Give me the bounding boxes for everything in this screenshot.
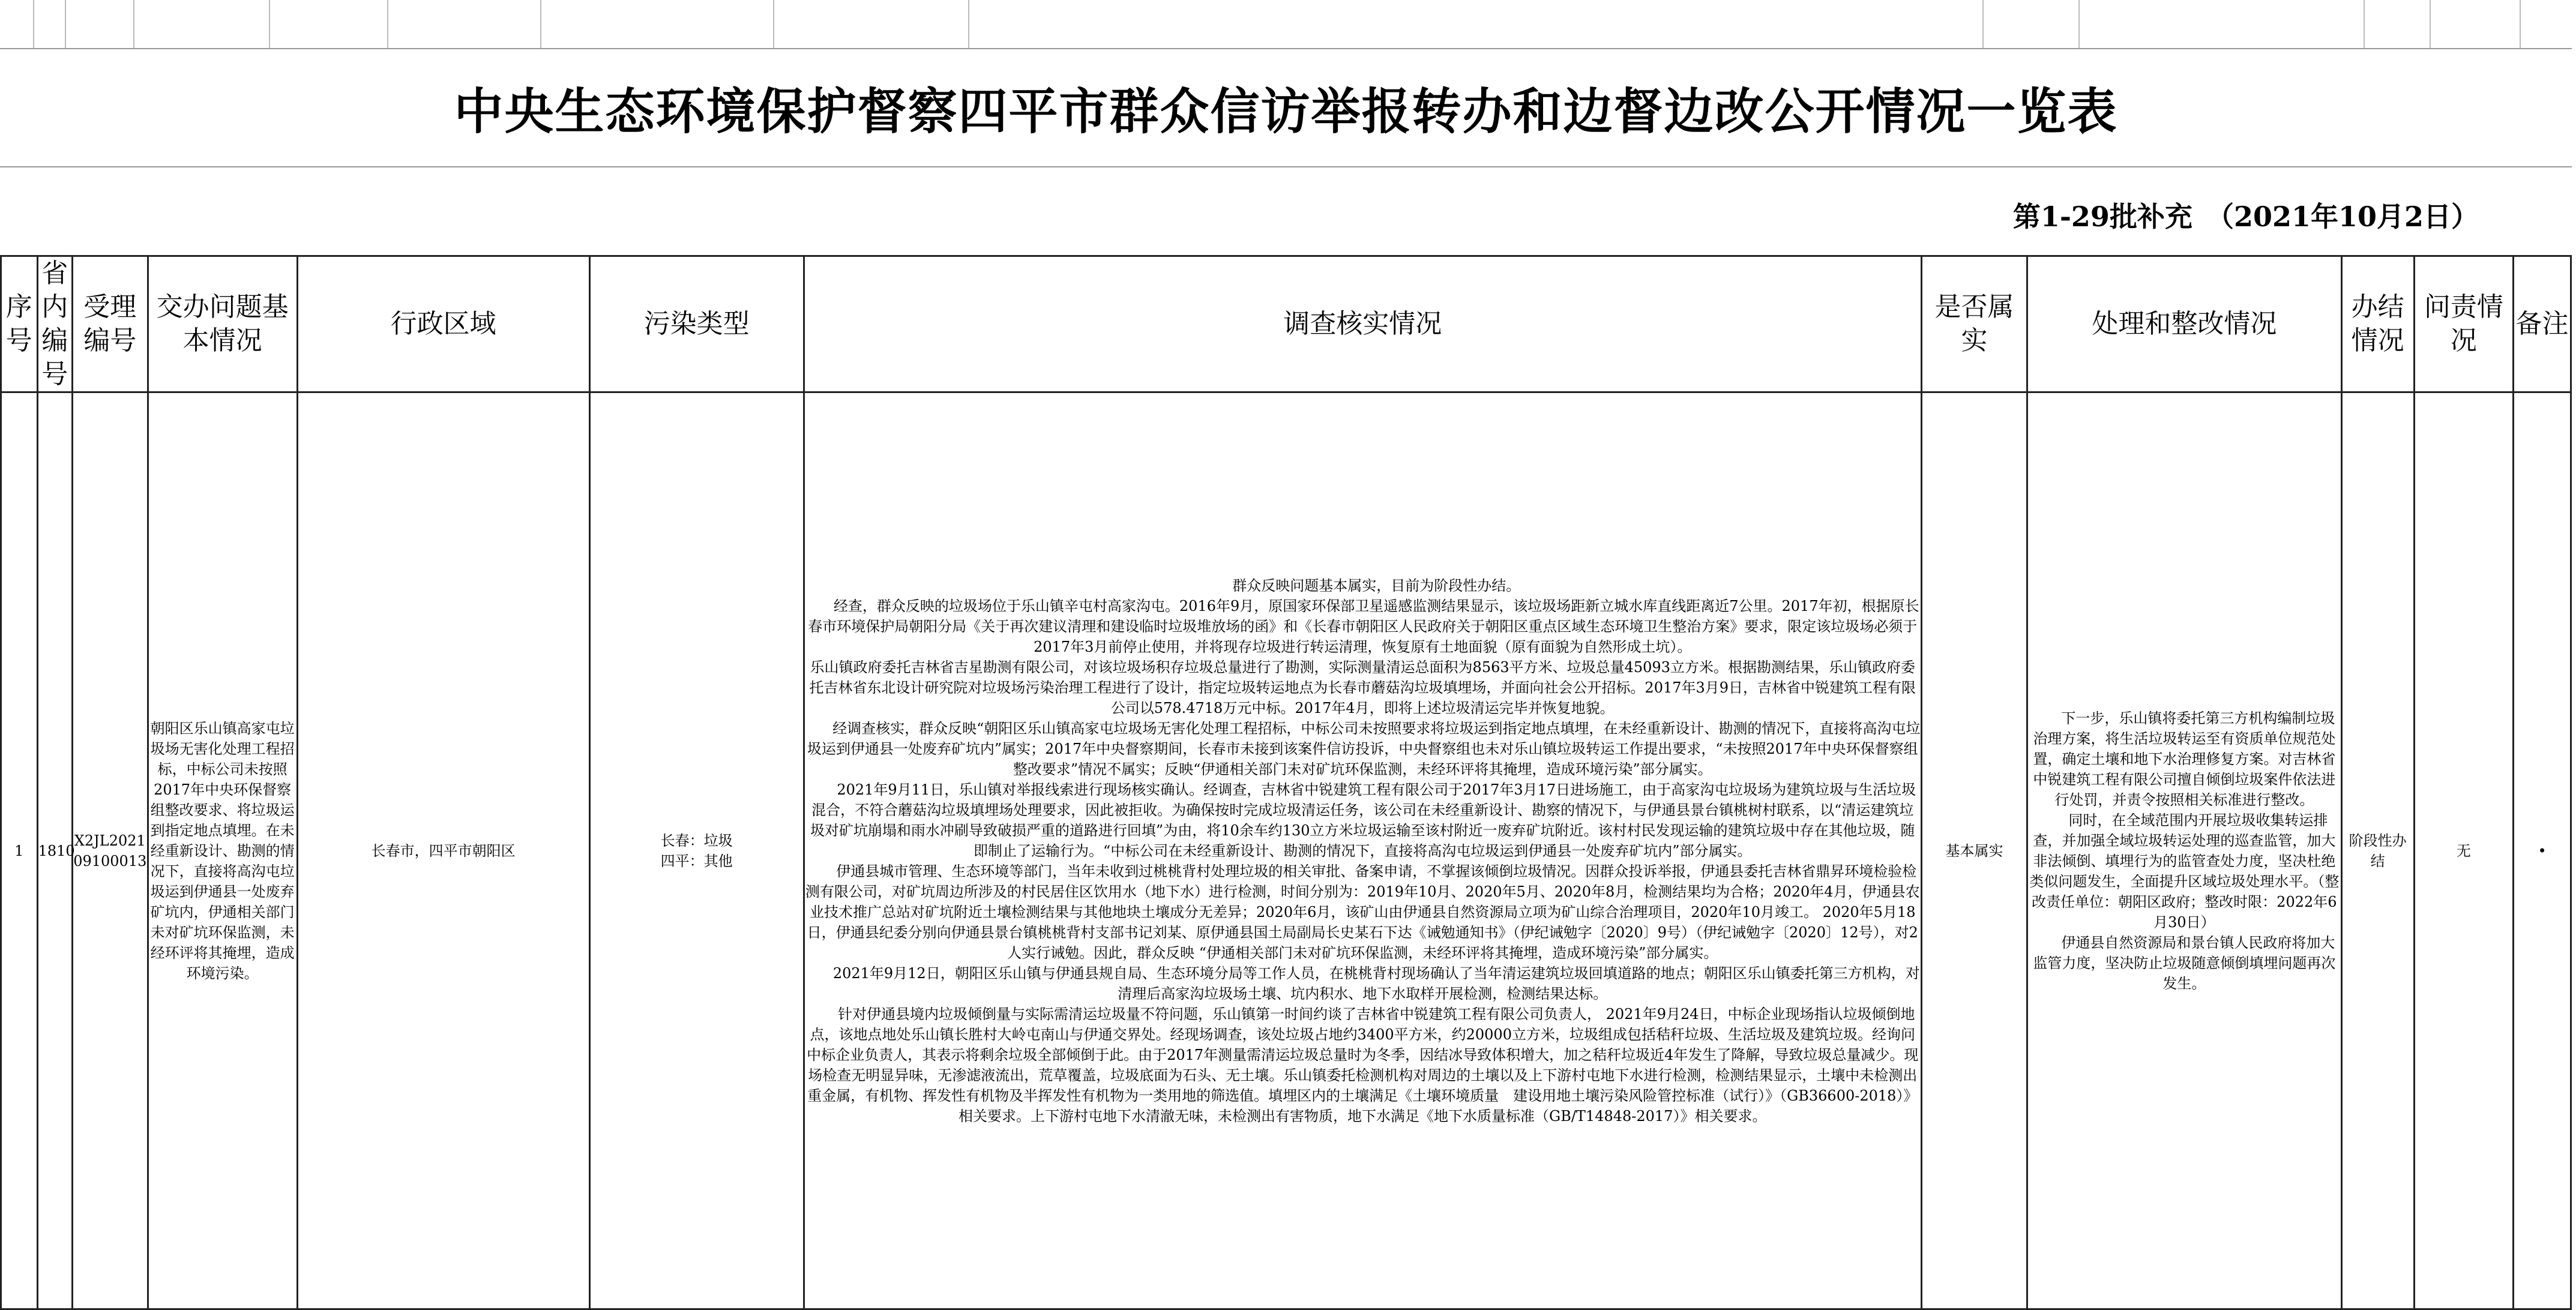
table-row xyxy=(1,392,2571,1309)
cell-pollution: 长春：垃圾 四平：其他 xyxy=(589,392,804,1309)
header-remark: 备注 xyxy=(2514,256,2571,392)
title-row xyxy=(0,48,2572,167)
header-row xyxy=(1,256,2571,392)
header-issue: 交办问题基本情况 xyxy=(148,256,297,392)
cell-verified: 基本属实 xyxy=(1921,392,2027,1309)
header-prov-no: 省内编号 xyxy=(37,256,72,392)
cell-region: 长春市，四平市朝阳区 xyxy=(297,392,589,1309)
survey-paragraph: 2021年9月11日，乐山镇对举报线索进行现场核实确认。经调查，吉林省中锐建筑工程有限公司于2017年3月17日进场施工，由于高家沟屯垃圾场为建筑垃圾与生活垃圾混合，不符合蘑菇沟垃圾填埋场处理要求，因此被拒收。为确保按时完成垃圾清运任务，该公司在未经重新设计、勘察的情况下，与伊通县景台镇桃树村联系，以“清运建筑垃圾对矿坑崩塌和雨水冲刷导致破损严重的道路进行回填”为由，将10余车约130立方米垃圾运输至该村附近一废弃矿坑附近。该村村民发现运输的建筑垃圾中存在其他垃圾，随即制止了运输行为。“中标公司在未经重新设计、勘测的情况下，直接将高沟屯垃圾运到伊通县一处废弃矿坑内”部分属实。 xyxy=(810,781,1916,859)
subtitle-row xyxy=(0,165,2572,257)
survey-paragraph: 群众反映问题基本属实，目前为阶段性办结。 xyxy=(1232,577,1521,594)
survey-paragraph: 乐山镇政府委托吉林省吉星勘测有限公司，对该垃圾场积存垃圾总量进行了勘测，实际测量清运总面积为8563平方米、垃圾总量45093立方米。根据勘测结果，乐山镇政府委托吉林省东北设计研究院对垃圾场污染治理工程进行了设计，指定垃圾转运地点为长春市蘑菇沟垃圾填埋场，并面向社会公开招标。2017年3月9日，吉林省中锐建筑工程有限公司以578.4718万元中标。2017年4月，即将上述垃圾清运完毕并恢复地貌。 xyxy=(809,658,1916,717)
cell-accept-no: X2JL202109100013 xyxy=(72,392,148,1309)
survey-paragraph: 伊通县城市管理、生态环境等部门，当年未收到过桃桃背村处理垃圾的相关审批、备案申请，不掌握该倾倒垃圾情况。因群众投诉举报，伊通县委托吉林省鼎昇环境检验检测有限公司，对矿坑周边所涉及的村民居住区饮用水（地下水）进行检测，时间分别为：2019年10月、2020年5月、2020年8月，检测结果均为合格；2020年4月，伊通县农业技术推广总站对矿坑附近土壤检测结果与其他地块土壤成分无差异；2020年6月，该矿山由伊通县自然资源局立项为矿山综合治理项目，2020年10月竣工。 2020年5月18日，伊通县纪委分别向伊通县景台镇桃桃背村支部书记刘某、原伊通县国土局副局长史某石下达《诫勉通知书》（伊纪诫勉字〔2020〕9号）（伊纪诫勉字〔2020〕12号），对2人实行诫勉。因此，群众反映 “伊通相关部门未对矿坑环保监测，未经环评将其掩埋，造成环境污染”部分属实。 xyxy=(805,862,1920,961)
header-accept-no: 受理编号 xyxy=(72,256,148,392)
header-closure: 办结情况 xyxy=(2341,256,2414,392)
header-accountability: 问责情况 xyxy=(2414,256,2513,392)
header-pollution: 污染类型 xyxy=(589,256,804,392)
handling-paragraph: 伊通县自然资源局和景台镇人民政府将加大监管力度，坚决防止垃圾随意倾倒填埋问题再次发生。 xyxy=(2033,934,2336,992)
batch-subtitle: 第1-29批补充 （2021年10月2日） xyxy=(2012,200,2479,233)
header-handling: 处理和整改情况 xyxy=(2027,256,2341,392)
handling-paragraph: 同时，在全域范围内开展垃圾收集转运排查，并加强全域垃圾转运处理的巡查监管，加大非法倾倒、填埋行为的监管查处力度，坚决杜绝类似问题发生，全面提升区域垃圾处理水平。（整改责任单位：朝阳区政府；整改时限：2022年6月30日） xyxy=(2029,811,2340,931)
document-title: 中央生态环境保护督察四平市群众信访举报转办和边督边改公开情况一览表 xyxy=(454,83,2118,140)
header-seq: 序号 xyxy=(1,256,38,392)
cell-issue: 朝阳区乐山镇高家屯垃圾场无害化处理工程招标，中标公司未按照2017年中央环保督察组整改要求、将垃圾运到指定地点填埋。在未经重新设计、勘测的情况下，直接将高沟屯垃圾运到伊通县一处废弃矿坑内，伊通相关部门未对矿坑环保监测，未经环评将其掩埋，造成环境污染。 xyxy=(148,392,297,1309)
disclosure-table xyxy=(0,255,2572,1310)
header-region: 行政区域 xyxy=(297,256,589,392)
survey-paragraph: 2021年9月12日，朝阳区乐山镇与伊通县规自局、生态环境分局等工作人员，在桃桃背村现场确认了当年清运建筑垃圾回填道路的地点；朝阳区乐山镇委托第三方机构，对清理后高家沟垃圾场土壤、坑内积水、地下水取样开展检测，检测结果达标。 xyxy=(832,964,1920,1002)
survey-paragraph: 经查，群众反映的垃圾场位于乐山镇辛屯村高家沟屯。2016年9月，原国家环保部卫星遥感监测结果显示，该垃圾场距新立城水库直线距离近7公里。2017年初，根据原长春市环境保护局朝阳分局《关于再次建议清理和建设临时垃圾堆放场的函》和《长春市朝阳区人民政府关于朝阳区重点区域生态环境卫生整治方案》要求，限定该垃圾场必须于2017年3月前停止使用，并将现存垃圾进行转运清理，恢复原有土地面貌（原有面貌为自然形成土坑）。 xyxy=(808,597,1919,655)
header-verified: 是否属实 xyxy=(1921,256,2027,392)
survey-paragraph: 经调查核实，群众反映“朝阳区乐山镇高家屯垃圾场无害化处理工程招标，中标公司未按照要求将垃圾运到指定地点填埋，在未经重新设计、勘测的情况下，直接将高沟屯垃圾运到伊通县一处废弃矿坑内”属实；2017年中央督察期间，长春市未接到该案件信访投诉，中央督察组也未对乐山镇垃圾转运工作提出要求，“未按照2017年中央环保督察组整改要求”情况不属实；反映“伊通相关部门未对矿坑环保监测，未经环评将其掩埋，造成环境污染”部分属实。 xyxy=(807,720,1921,778)
header-survey: 调查核实情况 xyxy=(804,256,1921,392)
survey-paragraph: 针对伊通县境内垃圾倾倒量与实际需清运垃圾量不符问题，乐山镇第一时间约谈了吉林省中锐建筑工程有限公司负责人， 2021年9月24日，中标企业现场指认垃圾倾倒地点，该地点地处乐山镇长胜村大岭屯南山与伊通交界处。经现场调查，该处垃圾占地约3400平方米，约20000立方米，垃圾组成包括秸秆垃圾、生活垃圾及建筑垃圾。经询问中标企业负责人，其表示将剩余垃圾全部倾倒于此。由于2017年测量需清运垃圾总量时为冬季，因结冰导致体积增大，加之秸秆垃圾近4年发生了降解，导致垃圾总量减少。现场检查无明显异味，无渗滤液流出，荒草覆盖，垃圾底面为石头、无土壤。乐山镇委托检测机构对周边的土壤以及上下游村屯地下水进行检测，检测结果显示，土壤中未检测出重金属，有机物、挥发性有机物及半挥发性有机物为一类用地的筛选值。填埋区内的土壤满足《土壤环境质量 建设用地土壤污染风险管控标准（试行）》（GB36600-2018）》相关要求。上下游村屯地下水清澈无味，未检测出有害物质，地下水满足《地下水质量标准（GB/T14848-2017）》相关要求。 xyxy=(807,1005,1919,1125)
cell-handling xyxy=(2027,392,2341,1309)
cell-remark: • xyxy=(2514,392,2571,1309)
cell-closure: 阶段性办结 xyxy=(2341,392,2414,1309)
cell-prov-no: 1810 xyxy=(37,392,72,1309)
cell-survey xyxy=(804,392,1921,1309)
handling-paragraph: 下一步，乐山镇将委托第三方机构编制垃圾治理方案，将生活垃圾转运至有资质单位规范处置，确定土壤和地下水治理修复方案。对吉林省中锐建筑工程有限公司擅自倾倒垃圾案件依法进行处罚，并责令按照相关标准进行整改。 xyxy=(2033,709,2336,808)
top-empty-row xyxy=(0,0,2572,48)
cell-accountability: 无 xyxy=(2414,392,2513,1309)
cell-seq: 1 xyxy=(1,392,38,1309)
